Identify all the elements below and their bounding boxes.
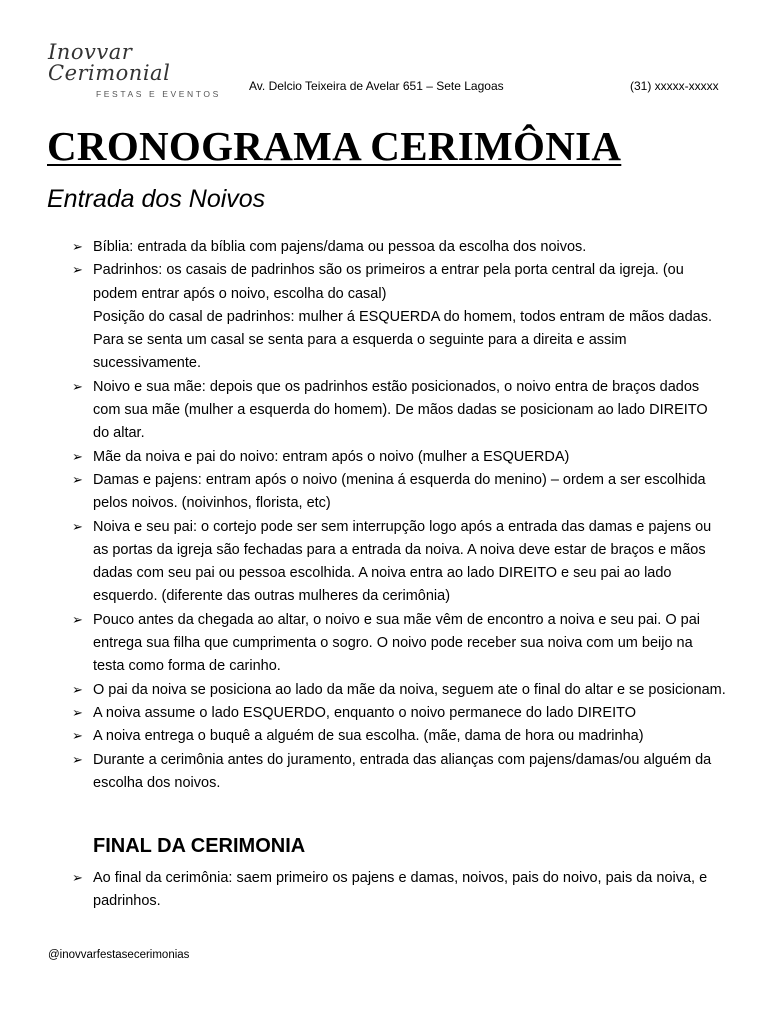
list-item: ➢ Pouco antes da chegada ao altar, o noivo e sua mãe vêm de encontro a noiva e seu pai. O pai entrega sua filha que cumprimenta o sogro. O noivo pode receber sua noiva com um beijo na testa como forma de carinho. xyxy=(72,609,727,679)
list-item: ➢ Padrinhos: os casais de padrinhos são os primeiros a entrar pela porta central da igreja. (ou podem entrar após o noivo, escolha do casal) xyxy=(72,259,727,306)
header-address: Av. Delcio Teixeira de Avelar 651 – Sete Lagoas xyxy=(249,79,504,93)
header-phone: (31) xxxxx-xxxxx xyxy=(630,79,719,93)
list-item-continuation: Posição do casal de padrinhos: mulher á ESQUERDA do homem, todos entram de mãos dadas. Para se senta um casal se senta para a esquerda o seguinte para a direita e assim sucessivamente. xyxy=(93,308,712,372)
list-item: ➢ Damas e pajens: entram após o noivo (menina á esquerda do menino) – ordem a ser escolhida pelos noivos. (noivinhos, florista, etc) xyxy=(72,469,727,516)
list-item: ➢ A noiva assume o lado ESQUERDO, enquanto o noivo permanece do lado DIREITO xyxy=(72,702,727,725)
company-logo xyxy=(48,42,248,99)
list-item: ➢ Noiva e seu pai: o cortejo pode ser sem interrupção logo após a entrada das damas e pajens ou as portas da igreja são fechadas para a entrada da noiva. A noiva deve estar de braços e mãos dadas com seu pai ou pessoa escolhida. A noiva entra ao lado DIREITO e seu pai ao lado esquerdo. (diferente das outras mulheres da cerimônia) xyxy=(72,516,727,609)
list-item: ➢ Ao final da cerimônia: saem primeiro os pajens e damas, noivos, pais do noivo, pais da noiva, e padrinhos. xyxy=(72,867,727,914)
document-subtitle: Entrada dos Noivos xyxy=(47,185,266,213)
footer-handle: @inovvarfestasecerimonias xyxy=(48,949,190,961)
list-item: ➢ A noiva entrega o buquê a alguém de sua escolha. (mãe, dama de hora ou madrinha) xyxy=(72,725,727,748)
list-item: ➢ Durante a cerimônia antes do juramento, entrada das alianças com pajens/damas/ou alguém da escolha dos noivos. xyxy=(72,749,727,796)
list-item: ➢ Bíblia: entrada da bíblia com pajens/dama ou pessoa da escolha dos noivos. xyxy=(72,236,727,259)
final-list xyxy=(72,867,727,914)
logo-subtitle: FESTAS E EVENTOS xyxy=(96,89,221,99)
logo-script-text: Inovvar Cerimonial xyxy=(48,40,171,85)
list-item: ➢ O pai da noiva se posiciona ao lado da mãe da noiva, seguem ate o final do altar e se posicionam. xyxy=(72,679,727,702)
list-item: ➢ Noivo e sua mãe: depois que os padrinhos estão posicionados, o noivo entra de braços dados com sua mãe (mulher a esquerda do homem). De mãos dadas se posicionam ao lado DIREITO do altar. xyxy=(72,376,727,446)
schedule-list xyxy=(72,236,727,795)
list-item: ➢ Mãe da noiva e pai do noivo: entram após o noivo (mulher a ESQUERDA) xyxy=(72,446,727,469)
final-section-title: FINAL DA CERIMONIA xyxy=(93,835,306,857)
document-title: CRONOGRAMA CERIMÔNIA xyxy=(47,123,622,169)
